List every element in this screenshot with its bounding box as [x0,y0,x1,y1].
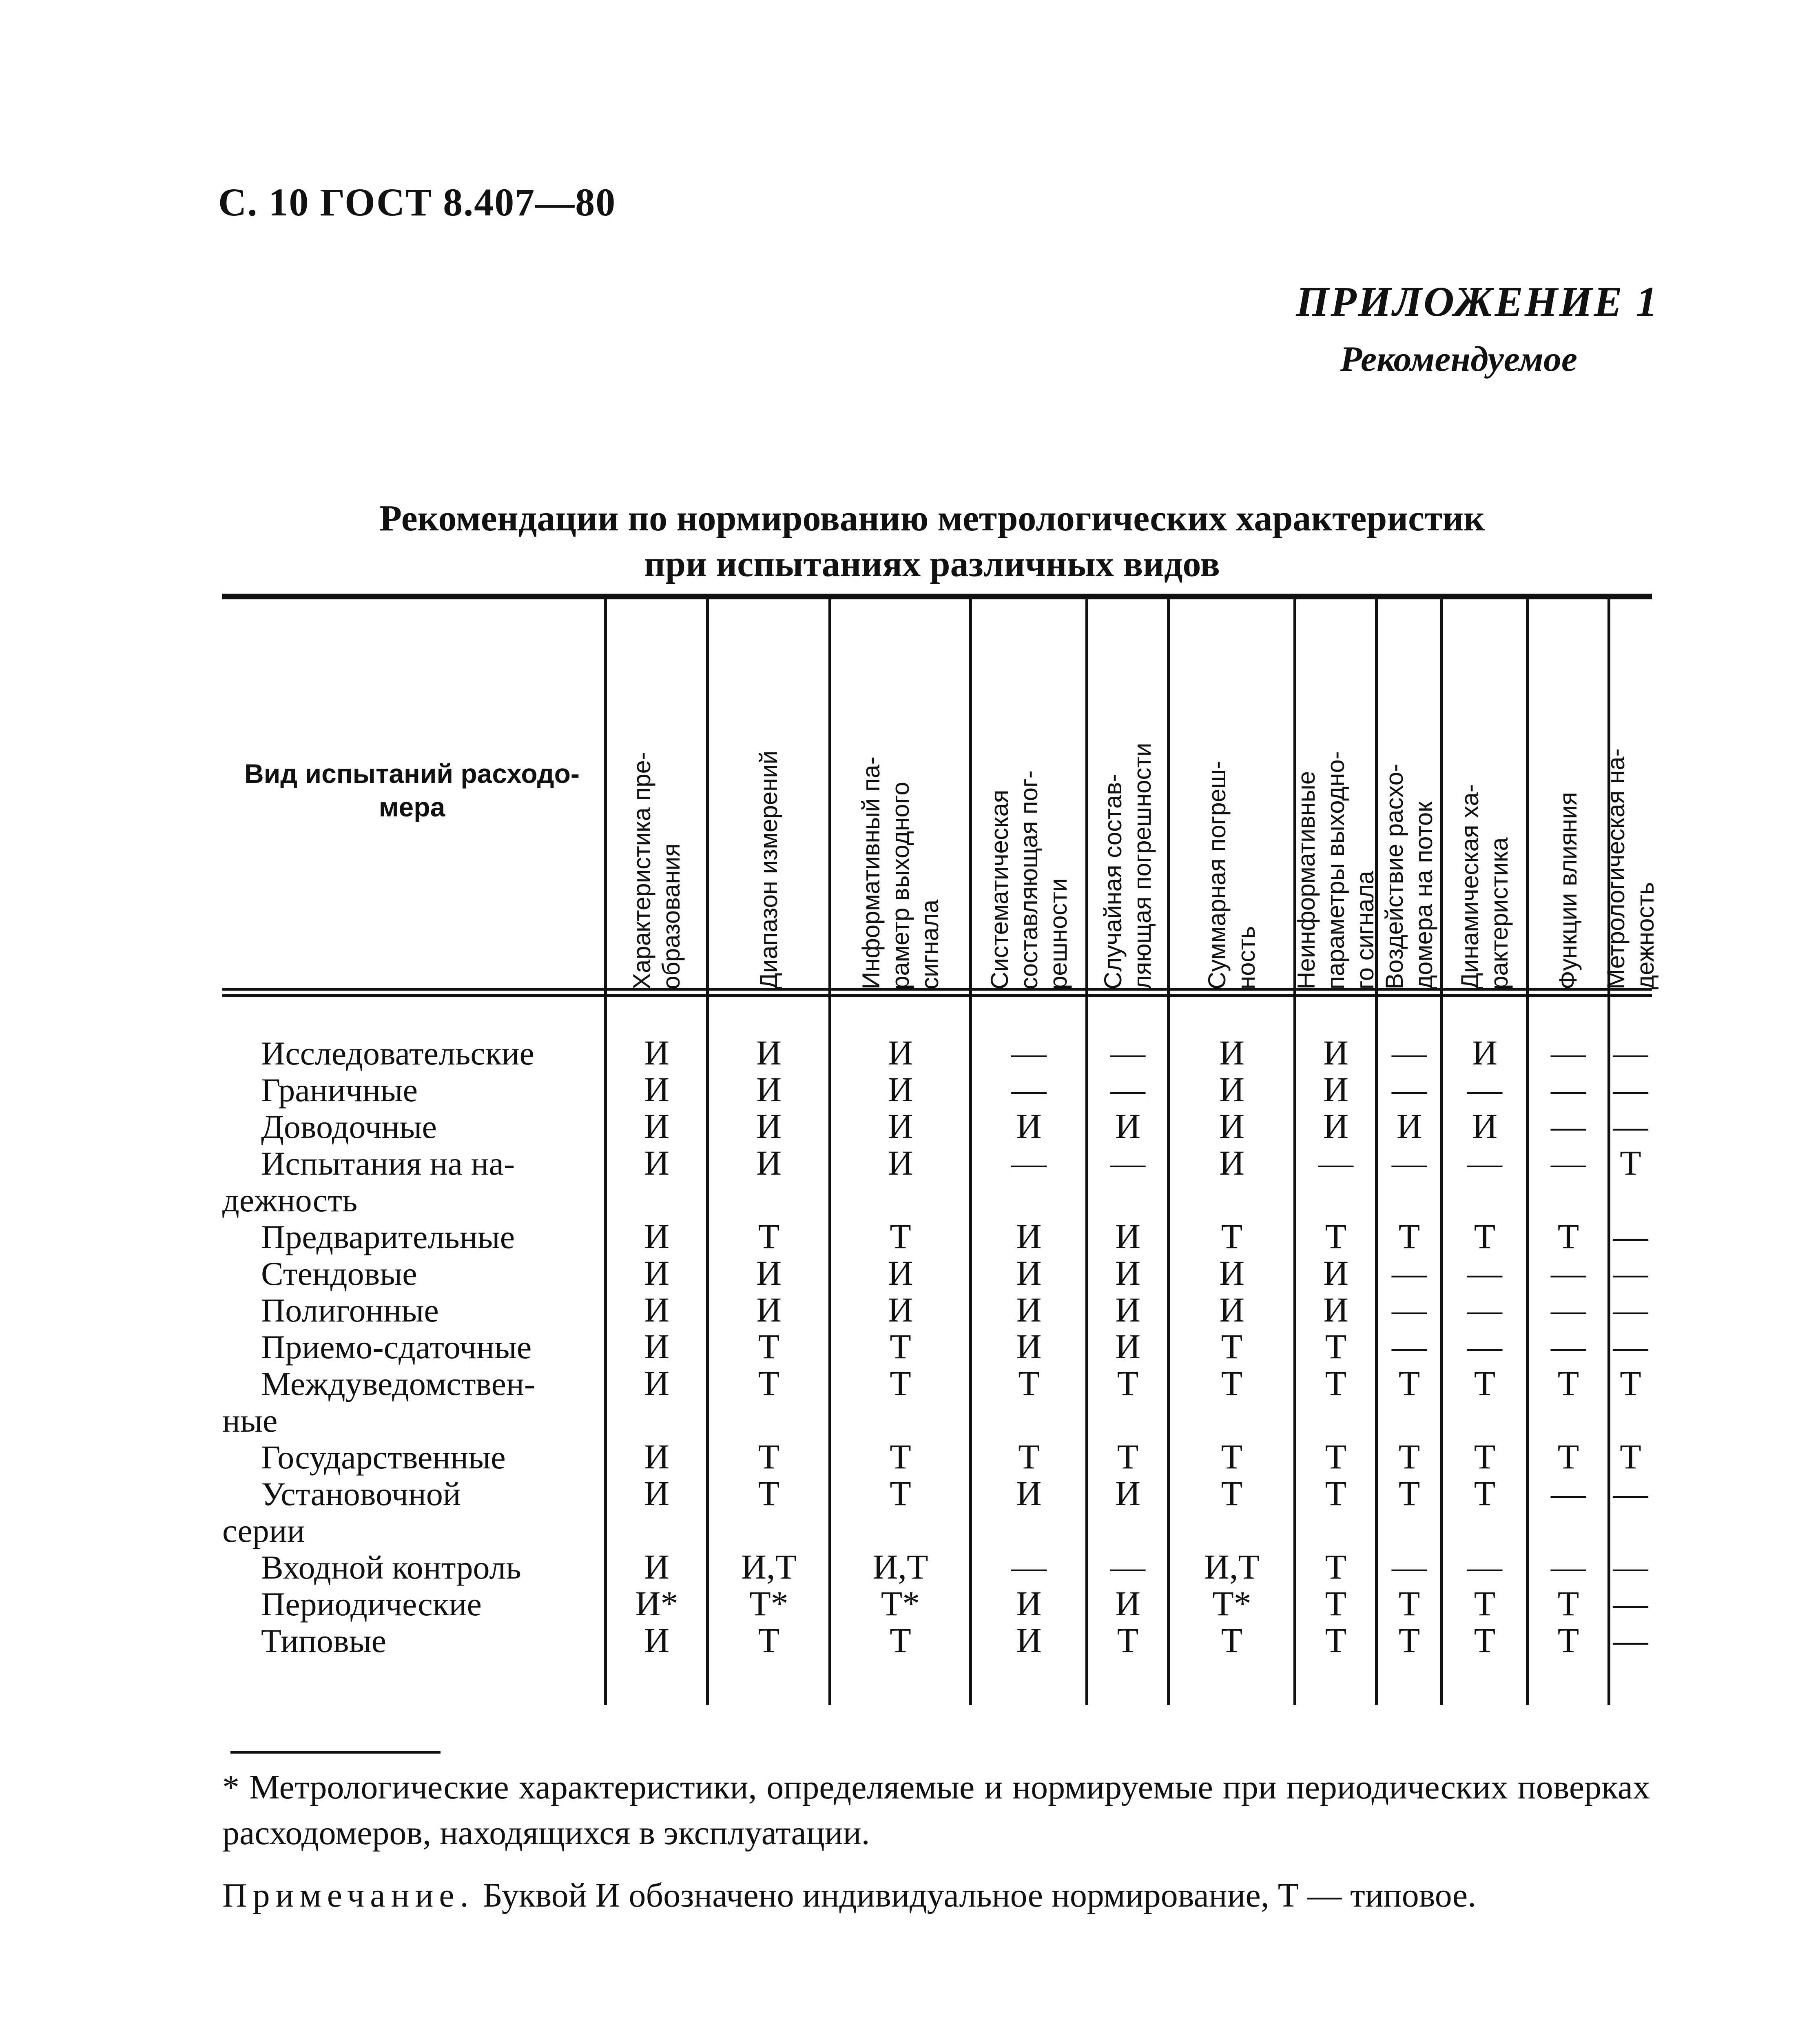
table-cell: Т [1221,1364,1243,1403]
table-cell: Т [1117,1364,1139,1403]
row-label-continuation: ные [222,1402,278,1439]
column-header-label: Функции влияния [1554,792,1582,989]
table-cell: И [1016,1106,1042,1146]
column-header-label: Неинформативные параметры выходно- го сигнала [1293,751,1379,989]
table-cell: И [644,1547,670,1586]
table-cell: Т [1620,1143,1641,1182]
table-cell: — [1467,1327,1502,1366]
table-cell: И [1016,1584,1042,1623]
row-label-continuation: дежность [222,1182,358,1219]
table-cell: И [1016,1327,1042,1366]
table-cell: И [1219,1033,1245,1072]
table-cell: И [1219,1070,1245,1109]
column-header-label: Диапазон измерений [755,750,782,989]
table-cell: И [756,1253,782,1293]
table-cell: И [644,1070,670,1109]
table-cell: Т [1398,1217,1420,1256]
note [222,1873,1650,1918]
table-title-line2: при испытаниях различных видов [644,544,1220,584]
table-cell: И [644,1437,670,1476]
table-cell: И [644,1253,670,1293]
column-header-label: Воздействие расхо- домера на поток [1381,763,1437,989]
table-cell: — [1551,1070,1586,1109]
note-label: Примечание. [222,1876,474,1914]
table-cell: И [1016,1290,1042,1329]
table-cell: Т [1557,1364,1579,1403]
table-cell: И [1016,1621,1042,1660]
table-cell: И [1219,1253,1245,1293]
table-cell: И [1115,1327,1141,1366]
table-cell: — [1467,1143,1502,1182]
table-cell: И [888,1070,913,1109]
table-cell: И [1323,1290,1349,1329]
table-cell: И [644,1327,670,1366]
row-label: Междуведомствен- [261,1365,536,1402]
table-cell: И* [635,1584,678,1623]
table-cell: И [1115,1106,1141,1146]
table-title [218,496,1646,587]
table-cell: Т [890,1327,911,1366]
column-header [1442,608,1528,1004]
table-cell: — [1392,1143,1427,1182]
table-cell: И [1016,1253,1042,1293]
row-label: Типовые [261,1622,387,1659]
table-cell: И [1016,1474,1042,1513]
column-header-label: Суммарная погреш- ность [1203,761,1260,989]
table-cell: — [1551,1290,1586,1329]
table-cell: Т [758,1437,780,1476]
table-cell: Т [1398,1621,1420,1660]
note-text: Буквой И обозначено индивидуальное нормирование, Т — типовое. [474,1876,1477,1914]
table-cell: И [1396,1106,1422,1146]
table-cell: — [1613,1327,1648,1366]
table-cell: — [1110,1033,1145,1072]
table-cell: — [1467,1253,1502,1293]
table-cell: — [1011,1033,1047,1072]
table-cell: И [1115,1253,1141,1293]
table-cell: Т [890,1621,911,1660]
table-cell: И [888,1143,913,1182]
table-cell: Т [890,1474,911,1513]
footnote-rule [230,1751,441,1754]
table-cell: Т [1474,1584,1496,1623]
table-cell: — [1551,1327,1586,1366]
table-cell: Т* [881,1584,920,1623]
table-cell: — [1392,1070,1427,1109]
table-cell: — [1613,1621,1648,1660]
table-cell: — [1613,1033,1648,1072]
table-cell: — [1551,1474,1586,1513]
table-cell: И [644,1033,670,1072]
column-header-label: Систематическая составляющая пог- решности [985,770,1072,989]
table-cell: — [1613,1584,1648,1623]
table-cell: И [888,1253,913,1293]
table-cell: И [1323,1253,1349,1293]
table-cell: Т [1325,1437,1347,1476]
table-cell: Т [1221,1217,1243,1256]
column-header [1169,608,1295,1004]
column-header-label: Динамическая ха- рактеристика [1456,784,1513,989]
table-cell: Т [758,1217,780,1256]
table-cell: Т [1117,1437,1139,1476]
column-header [606,608,708,1004]
column-header [1602,608,1659,1004]
table-cell: Т [758,1621,780,1660]
table-cell: — [1551,1253,1586,1293]
table-cell: И [644,1364,670,1403]
table-cell: — [1551,1547,1586,1586]
column-header-label: Информативный па- раметр выходного сигнала [857,756,943,989]
table-cell: — [1110,1547,1145,1586]
table-cell: — [1613,1253,1648,1293]
table-cell: Т [758,1474,780,1513]
table-cell: Т [1325,1621,1347,1660]
column-header [1528,608,1609,1004]
table-cell: Т [1398,1364,1420,1403]
table-cell: — [1467,1290,1502,1329]
table-cell: — [1613,1547,1648,1586]
table-cell: Т* [749,1584,788,1623]
row-label: Исследовательские [261,1035,534,1072]
table-cell: И [644,1474,670,1513]
table-cell: Т [1398,1584,1420,1623]
table-cell: — [1613,1217,1648,1256]
row-label: Приемо-сдаточные [261,1328,532,1366]
row-label: Граничные [261,1071,418,1109]
table-cell: Т [1221,1474,1243,1513]
table-cell: Т [1325,1217,1347,1256]
table-cell: И [1115,1290,1141,1329]
table-cell: Т [1325,1474,1347,1513]
table-cell: — [1551,1143,1586,1182]
row-label: Стендовые [261,1255,417,1292]
table-cell: И,Т [872,1547,928,1586]
table-cell: — [1613,1290,1648,1329]
table-cell: Т [1117,1621,1139,1660]
table-cell: Т [1018,1437,1040,1476]
table-cell: — [1110,1070,1145,1109]
table-cell: Т [1557,1217,1579,1256]
table-cell: — [1392,1327,1427,1366]
column-header [1087,608,1169,1004]
table-cell: И [1115,1584,1141,1623]
table-cell: Т [1325,1327,1347,1366]
footnote: * Метрологические характеристики, определяемые и нормируемые при периодических поверках расходомеров, находящихся в эксплуатации. [222,1768,1650,1852]
table-cell: — [1613,1106,1648,1146]
table-cell: И,Т [1204,1547,1260,1586]
table-cell: Т [1620,1364,1641,1403]
table-cell: — [1551,1033,1586,1072]
table-cell: Т [1325,1547,1347,1586]
row-label: Периодические [261,1585,482,1623]
table-cell: И [644,1106,670,1146]
table-cell: И [1115,1474,1141,1513]
table-cell: Т [758,1327,780,1366]
table-cell: Т [1620,1437,1641,1476]
table-title-line1: Рекомендации по нормированию метрологических характеристик [379,498,1485,539]
table-cell: И [888,1033,913,1072]
table-cell: И [1472,1106,1498,1146]
table-cell: — [1392,1290,1427,1329]
column-header [708,608,830,1004]
table-cell: — [1467,1070,1502,1109]
table-cell: И [1323,1070,1349,1109]
table-cell: Т [1221,1621,1243,1660]
column-header-label: Характеристика пре- образования [628,752,685,989]
row-label: Входной контроль [261,1549,521,1586]
table-cell: И [1219,1143,1245,1182]
table-cell: И [1115,1217,1141,1256]
table-cell: — [1110,1143,1145,1182]
table-cell: — [1318,1143,1353,1182]
table-cell: И [756,1070,782,1109]
table-cell: — [1467,1547,1502,1586]
table-cell: Т [1221,1327,1243,1366]
table-cell: Т [1221,1437,1243,1476]
table-cell: Т [1018,1364,1040,1403]
table-cell: — [1011,1070,1047,1109]
recommendations-table [222,594,1659,1710]
table-cell: Т [890,1364,911,1403]
column-header [830,608,971,1004]
table-cell: Т [890,1217,911,1256]
table-rule-0 [222,594,1652,599]
row-label: Доводочные [261,1108,437,1145]
table-cell: И [644,1217,670,1256]
table-cell: Т [1474,1217,1496,1256]
row-label: Установочной [261,1475,461,1512]
table-cell: Т [890,1437,911,1476]
table-cell: Т [758,1364,780,1403]
row-label: Полигонные [261,1292,439,1329]
appendix-title: ПРИЛОЖЕНИЕ 1 [1296,278,1659,325]
page-header: С. 10 ГОСТ 8.407—80 [218,180,616,224]
table-cell: И [1323,1033,1349,1072]
table-cell: И [644,1143,670,1182]
table-cell: — [1613,1070,1648,1109]
table-cell: Т [1474,1364,1496,1403]
table-cell: Т [1325,1364,1347,1403]
appendix-status: Рекомендуемое [1340,339,1577,379]
column-header [1295,608,1377,1004]
table-cell: — [1011,1143,1047,1182]
table-cell: Т [1474,1621,1496,1660]
table-cell: И [1219,1290,1245,1329]
table-cell: Т [1474,1437,1496,1476]
column-header [1377,608,1442,1004]
table-cell: — [1392,1033,1427,1072]
table-cell: Т [1398,1437,1420,1476]
table-cell: И [644,1290,670,1329]
table-cell: И,Т [741,1547,797,1586]
table-cell: Т* [1212,1584,1251,1623]
row-label-continuation: серии [222,1512,305,1549]
table-cell: И [888,1290,913,1329]
table-cell: — [1613,1474,1648,1513]
table-cell: И [756,1143,782,1182]
table-cell: Т [1325,1584,1347,1623]
row-header: Вид испытаний расходо- мера [244,758,580,822]
table-cell: И [756,1106,782,1146]
row-label: Государственные [261,1439,506,1476]
table-cell: — [1551,1106,1586,1146]
table-cell: Т [1557,1437,1579,1476]
table-cell: И [756,1033,782,1072]
table-cell: — [1392,1253,1427,1293]
column-header [971,608,1087,1004]
column-header-label: Метрологическая на- дежность [1602,748,1659,989]
table-cell: И [1016,1217,1042,1256]
table-cell: Т [1474,1474,1496,1513]
table-cell: Т [1557,1621,1579,1660]
table-cell: И [756,1290,782,1329]
table-cell: И [1219,1106,1245,1146]
table-cell: Т [1557,1584,1579,1623]
table-cell: И [644,1621,670,1660]
row-label: Испытания на на- [261,1145,515,1182]
table-cell: И [888,1106,913,1146]
table-cell: — [1011,1547,1047,1586]
table-cell: Т [1398,1474,1420,1513]
table-cell: — [1392,1547,1427,1586]
column-header-label: Случайная состав- ляющая погрешности [1099,743,1156,989]
table-cell: И [1472,1033,1498,1072]
table-cell: И [1323,1106,1349,1146]
row-label: Предварительные [261,1218,515,1255]
